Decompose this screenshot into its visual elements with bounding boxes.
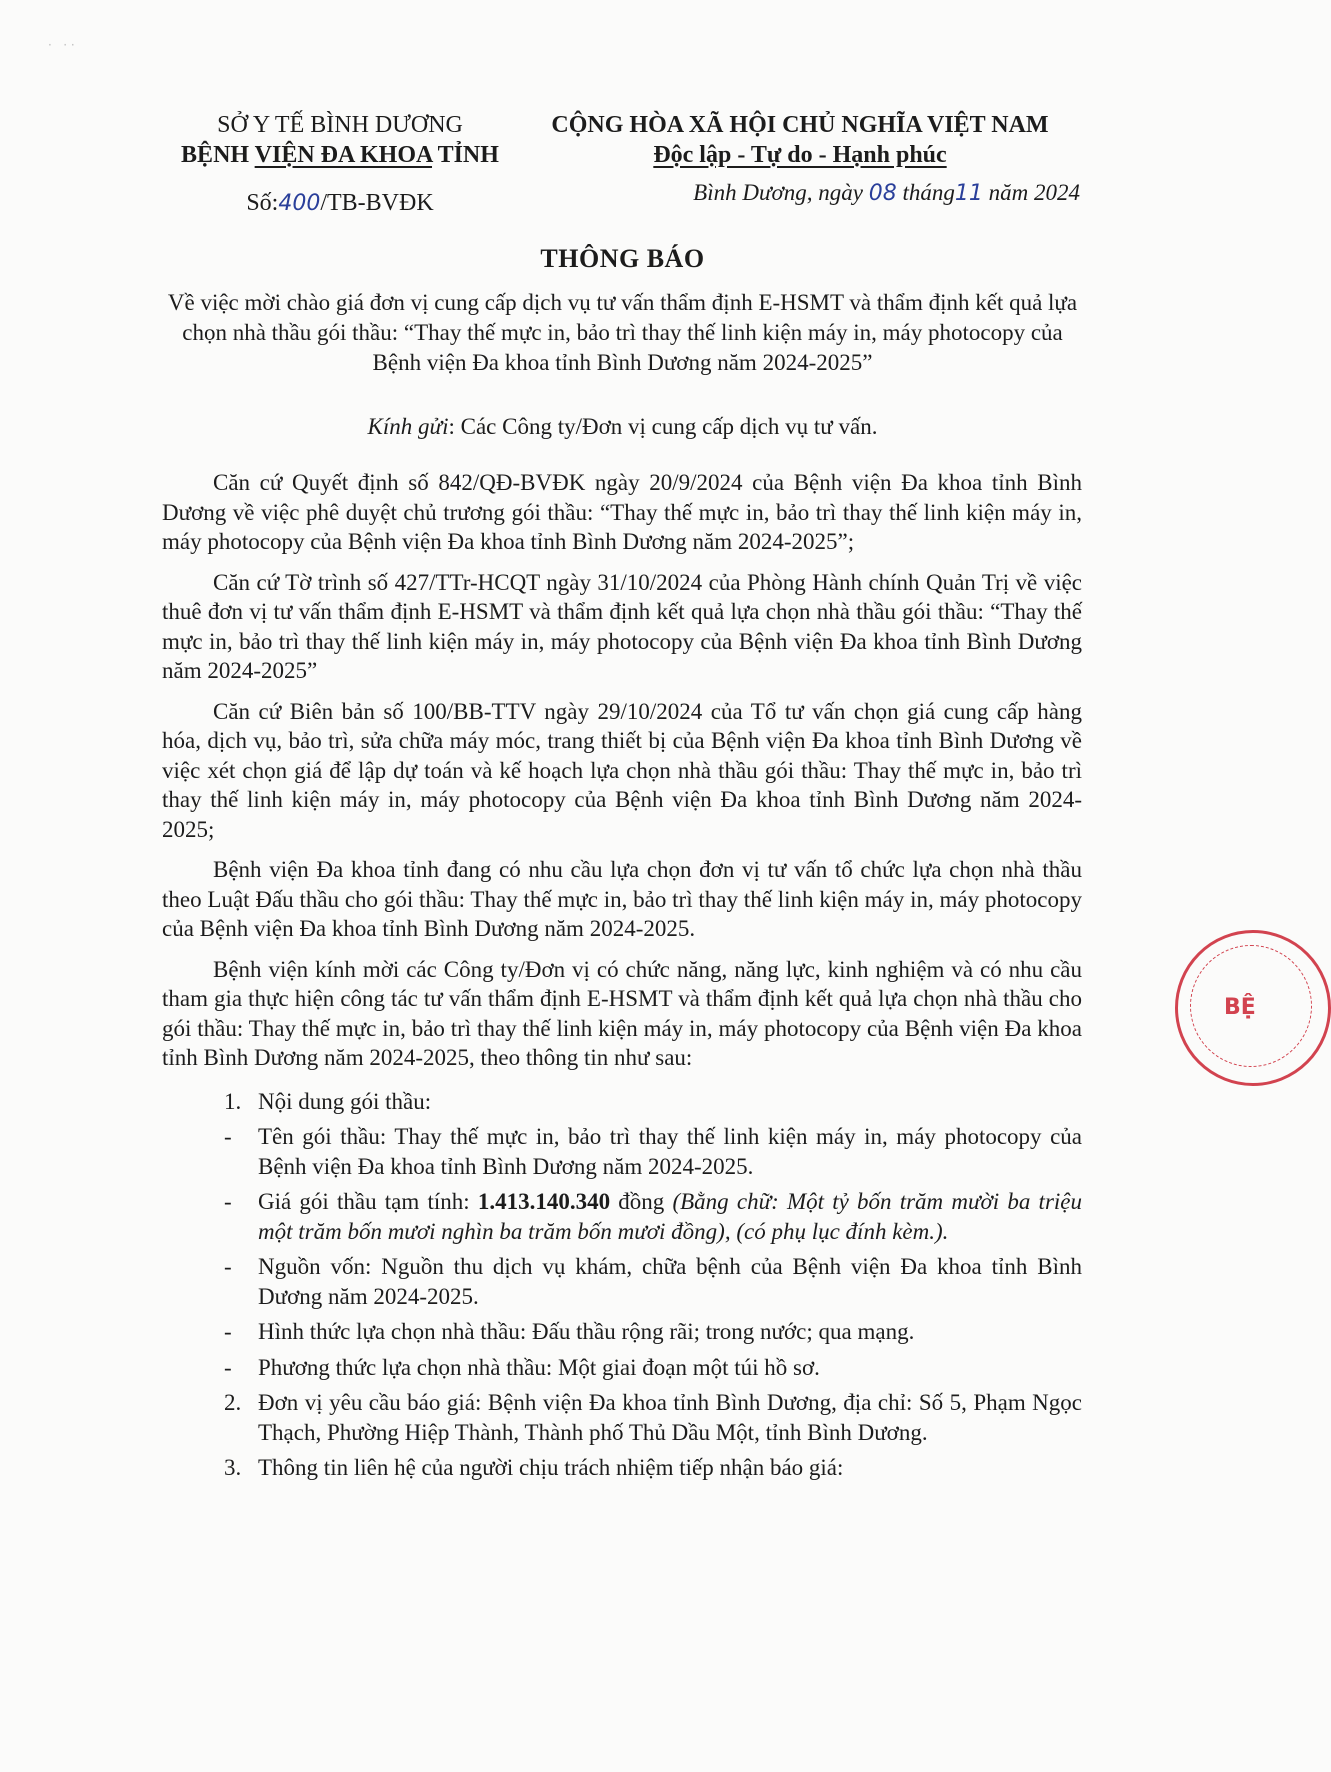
issuer-hospital-part2: VIỆN ĐA KHOA bbox=[254, 142, 433, 168]
list-item-funding-source bbox=[162, 1252, 1082, 1311]
document-number bbox=[150, 188, 530, 219]
document-number-handwritten: 400 bbox=[278, 191, 321, 216]
national-header bbox=[520, 110, 1080, 170]
issuer-block bbox=[150, 110, 530, 219]
list-item-text: Thông tin liên hệ của người chịu trách nhiệm tiếp nhận báo giá: bbox=[258, 1455, 844, 1480]
national-motto: Độc lập - Tự do - Hạnh phúc bbox=[653, 142, 947, 168]
document-title: THÔNG BÁO bbox=[540, 244, 705, 273]
date-month: 11 bbox=[954, 181, 983, 206]
date-prefix: Bình Dương, ngày bbox=[693, 180, 869, 205]
issuer-hospital-part3: TỈNH bbox=[432, 142, 499, 168]
package-details-list bbox=[162, 1087, 1082, 1483]
document-body bbox=[162, 468, 1082, 1489]
list-marker: 1. bbox=[224, 1088, 242, 1114]
recipient-line bbox=[0, 414, 1245, 440]
price-in-words: (Bằng chữ: Một tỷ bốn trăm mười ba triệu một trăm bốn mươi nghìn ba trăm bốn mươi đồng), (có phụ lục đính kèm.). bbox=[258, 1189, 1082, 1244]
list-item-requesting-unit bbox=[162, 1388, 1082, 1447]
paragraph-legal-basis-2: Căn cứ Tờ trình số 427/TTr-HCQT ngày 31/10/2024 của Phòng Hành chính Quản Trị về việc thuê đơn vị tư vấn thẩm định E-HSMT và thẩm định kết quả lựa chọn nhà thầu gói thầu: “Thay thế mực in, bảo trì thay thế linh kiện máy in, máy photocopy của Bệnh viện Đa khoa tỉnh Bình Dương năm 2024-2025” bbox=[162, 569, 1082, 683]
list-item-text: Nguồn vốn: Nguồn thu dịch vụ khám, chữa bệnh của Bệnh viện Đa khoa tỉnh Bình Dương năm 2024-2025. bbox=[258, 1254, 1082, 1309]
issue-date bbox=[600, 180, 1080, 206]
paragraph-legal-basis-1: Căn cứ Quyết định số 842/QĐ-BVĐK ngày 20/9/2024 của Bệnh viện Đa khoa tỉnh Bình Dương về việc phê duyệt chủ trương gói thầu: “Thay thế mực in, bảo trì thay thế linh kiện máy in, máy photocopy của Bệnh viện Đa khoa tỉnh Bình Dương năm 2024-2025”; bbox=[162, 470, 1082, 554]
document-number-suffix: /TB-BVĐK bbox=[320, 190, 434, 216]
date-year: năm 2024 bbox=[982, 180, 1080, 205]
document-subject: Về việc mời chào giá đơn vị cung cấp dịch vụ tư vấn thẩm định E-HSMT và thẩm định kết quả lựa chọn nhà thầu gói thầu: “Thay thế mực in, bảo trì thay thế linh kiện máy in, máy photocopy của Bệnh viện Đa khoa tỉnh Bình Dương năm 2024-2025” bbox=[167, 290, 1078, 375]
list-marker: - bbox=[224, 1319, 232, 1344]
list-marker: - bbox=[224, 1189, 232, 1214]
price-unit: đồng bbox=[610, 1189, 673, 1214]
list-item-selection-method bbox=[162, 1353, 1082, 1383]
price-amount: 1.413.140.340 bbox=[477, 1189, 611, 1214]
list-item-contact-info bbox=[162, 1453, 1082, 1483]
list-item-package-name bbox=[162, 1122, 1082, 1181]
list-marker: - bbox=[224, 1354, 232, 1380]
list-item-text: Tên gói thầu: Thay thế mực in, bảo trì thay thế linh kiện máy in, máy photocopy của Bệnh viện Đa khoa tỉnh Bình Dương năm 2024-2025. bbox=[258, 1124, 1082, 1179]
list-item-package-content bbox=[162, 1087, 1082, 1117]
recipient-label: Kính gửi bbox=[367, 414, 449, 439]
price-label: Giá gói thầu tạm tính: bbox=[258, 1189, 478, 1214]
date-day: 08 bbox=[868, 181, 897, 206]
issuer-hospital bbox=[150, 140, 530, 170]
paragraph-invitation: Bệnh viện kính mời các Công ty/Đơn vị có chức năng, năng lực, kinh nghiệm và có nhu cầu tham gia thực hiện công tác tư vấn thẩm định E-HSMT và thẩm định kết quả lựa chọn nhà thầu cho gói thầu: Thay thế mực in, bảo trì thay thế linh kiện máy in, máy photocopy của Bệnh viện Đa khoa tỉnh Bình Dương năm 2024-2025, theo thông tin như sau: bbox=[162, 956, 1082, 1070]
scan-mark: · · · bbox=[48, 38, 75, 52]
list-marker: - bbox=[224, 1124, 232, 1149]
list-marker: 2. bbox=[224, 1390, 242, 1415]
issuer-dept: SỞ Y TẾ BÌNH DƯƠNG bbox=[217, 112, 463, 138]
red-seal-stamp bbox=[1175, 930, 1331, 1086]
paragraph-need: Bệnh viện Đa khoa tỉnh đang có nhu cầu lựa chọn đơn vị tư vấn tổ chức lựa chọn nhà thầu theo Luật Đấu thầu cho gói thầu: Thay thế mực in, bảo trì thay thế linh kiện máy in, máy photocopy của Bệnh viện Đa khoa tỉnh Bình Dương năm 2024-2025. bbox=[162, 857, 1082, 941]
document-number-prefix: Số: bbox=[246, 190, 279, 216]
list-item-package-price bbox=[162, 1187, 1082, 1246]
list-marker: 3. bbox=[224, 1455, 242, 1480]
recipient-text: : Các Công ty/Đơn vị cung cấp dịch vụ tư vấn. bbox=[448, 414, 878, 439]
list-item-text: Phương thức lựa chọn nhà thầu: Một giai đoạn một túi hồ sơ. bbox=[258, 1354, 820, 1380]
list-marker: - bbox=[224, 1254, 232, 1279]
stamp-text: BỆ bbox=[1224, 995, 1256, 1020]
republic-title: CỘNG HÒA XÃ HỘI CHỦ NGHĨA VIỆT NAM bbox=[551, 112, 1049, 138]
list-item-text: Đơn vị yêu cầu báo giá: Bệnh viện Đa khoa tỉnh Bình Dương, địa chỉ: Số 5, Phạm Ngọc Thạch, Phường Hiệp Thành, Thành phố Thủ Dầu Một, tỉnh Bình Dương. bbox=[258, 1390, 1082, 1445]
date-month-label: tháng bbox=[896, 180, 955, 205]
paragraph-legal-basis-3: Căn cứ Biên bản số 100/BB-TTV ngày 29/10/2024 của Tổ tư vấn chọn giá cung cấp hàng hóa, dịch vụ, bảo trì, sửa chữa máy móc, trang thiết bị của Bệnh viện Đa khoa tỉnh Bình Dương về việc xét chọn giá để lập dự toán và kế hoạch lựa chọn nhà thầu gói thầu: Thay thế mực in, bảo trì thay thế linh kiện máy in, máy photocopy của Bệnh viện Đa khoa tỉnh Bình Dương năm 2024-2025; bbox=[162, 698, 1082, 842]
list-item-selection-form bbox=[162, 1317, 1082, 1347]
list-item-text: Nội dung gói thầu: bbox=[258, 1088, 432, 1114]
issuer-hospital-part1: BỆNH bbox=[181, 142, 255, 168]
list-item-text: Hình thức lựa chọn nhà thầu: Đấu thầu rộng rãi; trong nước; qua mạng. bbox=[258, 1319, 915, 1344]
